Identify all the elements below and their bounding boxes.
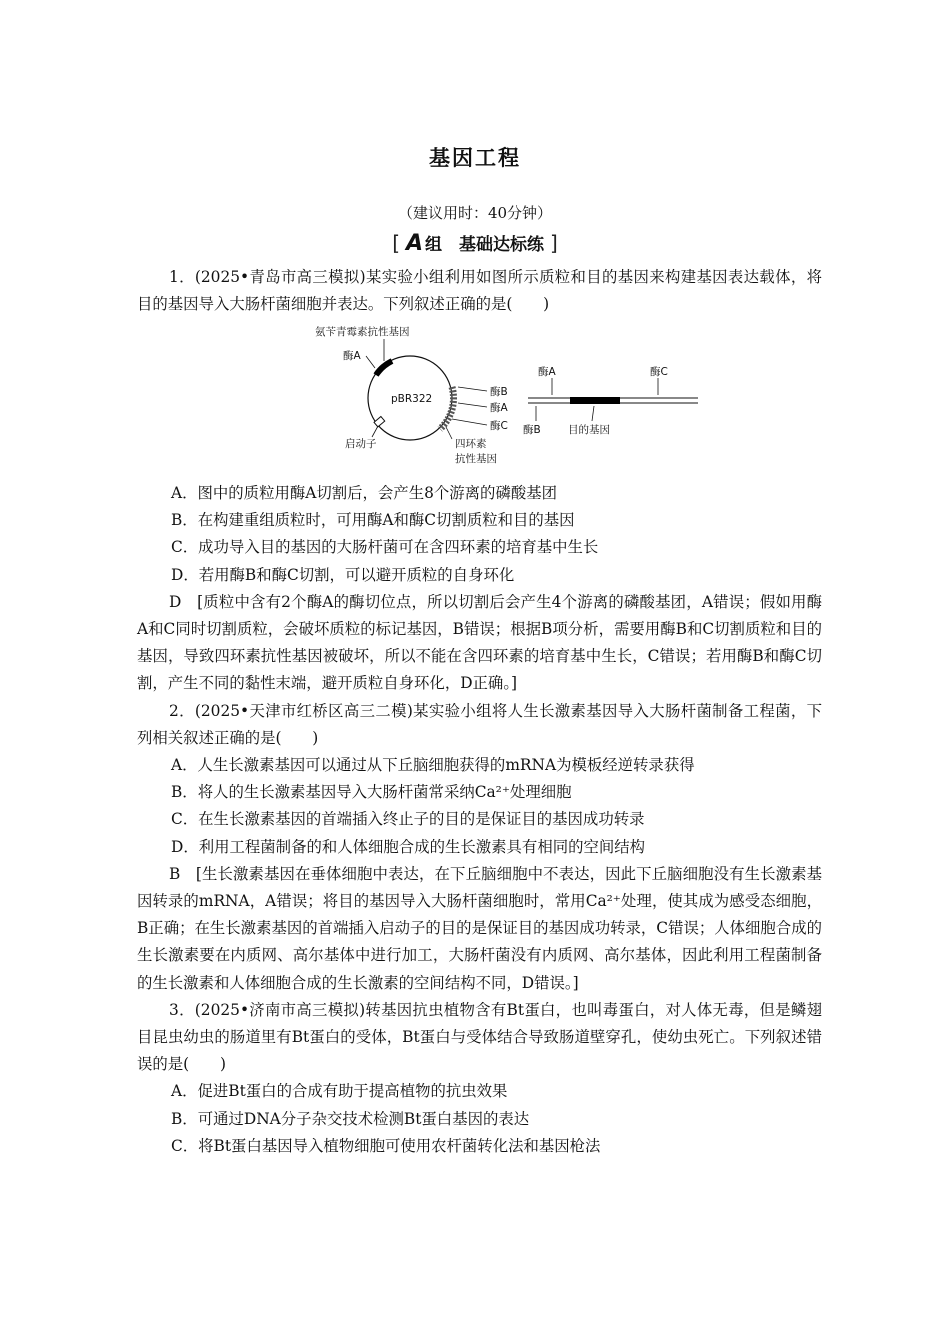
question-1-stem: 1．(2025•青岛市高三模拟)某实验小组利用如图所示质粒和目的基因来构建基因表达载体，将目的基因导入大肠杆菌细胞并表达。下列叙述正确的是( )	[137, 268, 822, 314]
page-title: 基因工程	[429, 146, 521, 170]
target-gene-pointer	[592, 406, 594, 421]
target-gene-label: 目的基因	[568, 424, 610, 436]
q3-option-c: C．将Bt蛋白基因导入植物细胞可使用农杆菌转化法和基因枪法	[171, 1136, 601, 1155]
target-gene-segment	[570, 397, 620, 404]
q3-option-a: A．促进Bt蛋白的合成有助于提高植物的抗虫效果	[171, 1082, 508, 1101]
question-2-stem: 2．(2025•天津市红桥区高三二模)某实验小组将人生长激素基因导入大肠杆菌制备工程菌，下列相关叙述正确的是( )	[137, 701, 822, 747]
bracket-right: ]	[549, 231, 558, 255]
promoter-label: 启动子	[345, 438, 377, 450]
q2-option-d: D．利用工程菌制备的和人体细胞合成的生长激素具有相同的空间结构	[171, 837, 646, 856]
enzyme-a-label-left: 酶A	[343, 350, 361, 362]
tet-gene-label-line2: 抗性基因	[455, 453, 497, 465]
q1-option-d: D．若用酶B和酶C切割，可以避开质粒的自身环化	[171, 565, 515, 584]
plasmid-figure	[280, 323, 700, 473]
enzyme-b-label-dna: 酶B	[523, 424, 541, 436]
q1-option-b: B．在构建重组质粒时，可用酶A和酶C切割质粒和目的基因	[171, 511, 575, 530]
q3-option-b: B．可通过DNA分子杂交技术检测Bt蛋白基因的表达	[171, 1109, 530, 1128]
question-3-stem: 3．(2025•济南市高三模拟)转基因抗虫植物含有Bt蛋白，也叫毒蛋白，对人体无毒，但是鳞翅目昆虫幼虫的肠道里有Bt蛋白的受体，Bt蛋白与受体结合导致肠道壁穿孔，使幼虫死亡。下列叙述错误的是( )	[137, 1000, 822, 1074]
enzyme-c-label-dna: 酶C	[650, 366, 668, 378]
enzyme-c-label-plasmid: 酶C	[490, 420, 508, 432]
enzyme-a-pointer-left	[366, 356, 375, 368]
q1-answer: D [质粒中含有2个酶A的酶切位点，所以切割后会产生4个游离的磷酸基团，A错误；假如用酶A和C同时切割质粒，会破坏质粒的标记基因，B错误；根据B项分析，需要用酶B和C切割质粒和目的基因，导致四环素抗性基因被破坏，所以不能在含四环素的培育基中生长，C错误；若用酶B和酶C切割，产生不同的黏性末端，避开质粒自身环化，D正确。]	[137, 592, 822, 693]
question-1	[137, 264, 822, 318]
group-letter: A	[405, 231, 424, 256]
suggested-time: （建议用时：40分钟）	[397, 204, 553, 222]
tet-gene-pointer	[446, 427, 452, 439]
promoter-pointer	[372, 426, 378, 437]
group-a-header	[0, 230, 950, 256]
amp-resistance-region	[376, 361, 392, 375]
tet-gene-label-line1: 四环素	[455, 438, 487, 450]
amp-gene-label: 氨苄青霉素抗性基因	[315, 326, 410, 338]
q2-option-b: B．将人的生长激素基因导入大肠杆菌常采纳Ca²⁺处理细胞	[171, 783, 572, 802]
enzyme-b-label-plasmid: 酶B	[490, 386, 508, 398]
enzyme-a-label-dna: 酶A	[538, 366, 556, 378]
plasmid-name: pBR322	[391, 393, 433, 405]
enzyme-a-pointer-right	[458, 403, 487, 407]
q1-option-a: A．图中的质粒用酶A切割后，会产生8个游离的磷酸基团	[171, 484, 558, 502]
enzyme-b-pointer-plasmid	[458, 387, 487, 391]
promoter-region	[374, 416, 385, 426]
group-label: 组 基础达标练	[425, 235, 545, 255]
q2-answer: B [生长激素基因在垂体细胞中表达，在下丘脑细胞中不表达，因此下丘脑细胞没有生长激素基因转录的mRNA，A错误；将目的基因导入大肠杆菌细胞时，常用Ca²⁺处理，使其成为感受态细胞，B正确；在生长激素基因的首端插入启动子的目的是保证目的基因成功转录，C错误；人体细胞合成的生长激素要在内质网、高尔基体中进行加工，大肠杆菌没有内质网、高尔基体，因此利用工程菌制备的生长激素和人体细胞合成的生长激素的空间结构不同，D错误。]	[137, 864, 822, 992]
enzyme-a-label-right: 酶A	[490, 402, 508, 414]
enzyme-c-pointer-plasmid	[452, 419, 487, 425]
q1-option-c: C．成功导入目的基因的大肠杆菌可在含四环素的培育基中生长	[171, 538, 599, 557]
bracket-left: [	[392, 231, 401, 255]
q2-option-c: C．在生长激素基因的首端插入终止子的目的是保证目的基因成功转录	[171, 810, 645, 829]
q2-option-a: A．人生长激素基因可以通过从下丘脑细胞获得的mRNA为模板经逆转录获得	[171, 756, 695, 775]
question-1-body	[137, 480, 822, 1160]
